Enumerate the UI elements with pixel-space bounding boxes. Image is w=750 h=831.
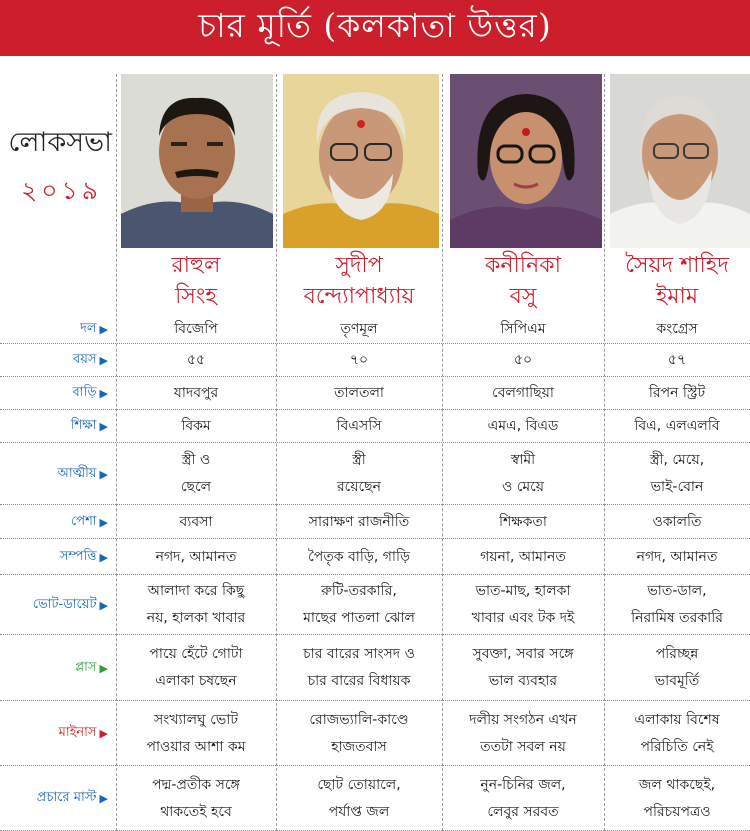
row-label-text: দল [80, 320, 97, 336]
candidate-name-4: সৈয়দ শাহিদ ইমাম [625, 253, 729, 309]
table-row [0, 635, 750, 701]
table-cell: বেলগাছিয়া [492, 385, 554, 401]
row-label [0, 575, 112, 635]
table-cell: শিক্ষকতা [499, 513, 547, 530]
table-row [0, 575, 750, 635]
table-cell: পৈতৃক বাড়ি, গাড়ি [308, 548, 410, 565]
table-cell: নগদ, আমানত [155, 548, 237, 565]
table-cell: বিজেপি [174, 320, 218, 337]
side-title-line2: ২০১৯ [21, 176, 102, 205]
table-row [0, 344, 750, 377]
triangle-right-icon: ▶ [99, 322, 108, 336]
row-label [0, 443, 112, 505]
table-cell: সংখ্যালঘু ভোট পাওয়ার আশা কম [146, 711, 246, 755]
table-cell: ৫৫ [186, 352, 206, 368]
triangle-right-icon: ▶ [99, 598, 108, 612]
triangle-right-icon: ▶ [99, 467, 108, 481]
table-row [0, 443, 750, 505]
table-cell: সারাক্ষণ রাজনীতি [308, 513, 410, 530]
table-cell: আলাদা করে কিছু নয়, হালকা খাবার [146, 583, 246, 626]
triangle-right-icon: ▶ [99, 550, 108, 564]
triangle-right-icon: ▶ [99, 515, 108, 529]
row-label [0, 539, 112, 575]
row-label [0, 410, 112, 443]
table-cell: সিপিএম [500, 320, 546, 337]
side-title [0, 122, 112, 214]
table-cell: পায়ে হেঁটে গোটা এলাকা চষছেন [149, 646, 243, 689]
table-cell: ছোট তোয়ালে, পর্যাপ্ত জল [317, 776, 401, 820]
table-cell: তালতলা [334, 385, 384, 401]
table-cell: স্ত্রী রয়েছেন [336, 452, 382, 495]
row-label [0, 377, 112, 410]
triangle-right-icon: ▶ [99, 792, 108, 805]
row-label-text: সম্পত্তি [59, 548, 97, 564]
table-cell: ৫৭ [667, 352, 687, 368]
table-cell: পদ্ম-প্রতীক সঙ্গে থাকতেই হবে [152, 776, 240, 820]
side-title-line1: লোকসভা [8, 127, 112, 158]
table-cell: ব্যবসা [179, 513, 213, 530]
row-label-text: বয়স [73, 352, 97, 367]
row-label-text: মাইনাস [58, 725, 97, 740]
candidate-name-3: কনীনিকা বসু [484, 253, 561, 309]
table-cell: কংগ্রেস [656, 320, 698, 337]
row-label-text: প্লাস [75, 659, 97, 675]
table-cell: পরিচ্ছন্ন ভাবমূর্তি [654, 646, 700, 689]
table-cell: জল থাকছেই, পরিচয়পত্রও [638, 776, 716, 820]
candidate-photo-4 [610, 74, 750, 248]
row-label [0, 701, 112, 766]
row-label [0, 635, 112, 701]
row-label-text: আত্মীয় [57, 465, 97, 481]
table-cell: তৃণমূল [340, 320, 378, 337]
table-cell: বিএসসি [336, 418, 382, 434]
table-cell: রুটি-তরকারি, মাছের পাতলা ঝোল [303, 583, 415, 626]
table-row [0, 314, 750, 344]
table-cell: স্ত্রী ও ছেলে [180, 452, 212, 495]
candidate-photo-1 [121, 74, 273, 248]
triangle-right-icon: ▶ [99, 727, 108, 740]
table-cell: স্ত্রী, মেয়ে, ভাই-বোন [649, 452, 705, 495]
table-row [0, 539, 750, 575]
table-cell: ভাত-ডাল, নিরামিষ তরকারি [631, 583, 723, 626]
candidate-name-1: রাহুল সিংহ [171, 253, 221, 309]
triangle-right-icon: ▶ [99, 661, 108, 675]
candidate-name-2: সুদীপ বন্দ্যোপাধ্যায় [303, 253, 415, 309]
table-cell: সুবক্তা, সবার সঙ্গে ভাল ব্যবহার [472, 646, 574, 689]
table-cell: নুন-চিনির জল, লেবুর সরবত [480, 776, 566, 820]
row-label [0, 505, 112, 539]
table-row [0, 505, 750, 539]
table-cell: ৭০ [349, 352, 369, 368]
row-label [0, 314, 112, 344]
table-row [0, 377, 750, 410]
triangle-right-icon: ▶ [99, 387, 108, 400]
row-label-text: ভোট-ডায়েট [32, 596, 97, 612]
table-cell: ৫০ [513, 352, 533, 368]
table-cell: নগদ, আমানত [636, 548, 718, 565]
table-cell: ওকালতি [652, 513, 702, 530]
row-label [0, 766, 112, 831]
row-label [0, 344, 112, 377]
table-cell: বিএ, এলএলবি [634, 418, 720, 434]
candidate-photo-3 [450, 74, 602, 248]
table-cell: বিকম [181, 418, 211, 434]
table-cell: দলীয় সংগঠন এখন ততটা সবল নয় [469, 711, 577, 755]
table-row [0, 410, 750, 443]
table-cell: রোজভ্যালি-কাণ্ডে হাজতবাস [309, 711, 409, 755]
table-cell: চার বারের সাংসদ ও চার বারের বিধায়ক [303, 646, 415, 689]
row-label-text: বাড়ি [72, 385, 97, 400]
table-cell: এমএ, বিএড [487, 418, 559, 434]
triangle-right-icon: ▶ [99, 420, 108, 433]
table-row [0, 701, 750, 766]
table-cell: যাদবপুর [173, 385, 219, 401]
table-cell: রিপন স্ট্রিট [648, 385, 706, 401]
table-cell: এলাকায় বিশেষ পরিচিতি নেই [634, 711, 720, 755]
row-label-text: পেশা [70, 513, 97, 529]
row-label-text: শিক্ষা [70, 418, 97, 433]
table-cell: স্বামী ও মেয়ে [501, 452, 545, 495]
table-cell: ভাত-মাছ, হালকা খাবার এবং টক দই [471, 583, 575, 626]
table-cell: গয়না, আমানত [480, 548, 566, 565]
table-row [0, 766, 750, 831]
candidate-photo-2 [283, 74, 439, 248]
row-label-text: প্রচারে মাস্ট [36, 790, 97, 805]
triangle-right-icon: ▶ [99, 354, 108, 367]
page-title: চার মূর্তি (কলকাতা উত্তর) [0, 0, 750, 56]
